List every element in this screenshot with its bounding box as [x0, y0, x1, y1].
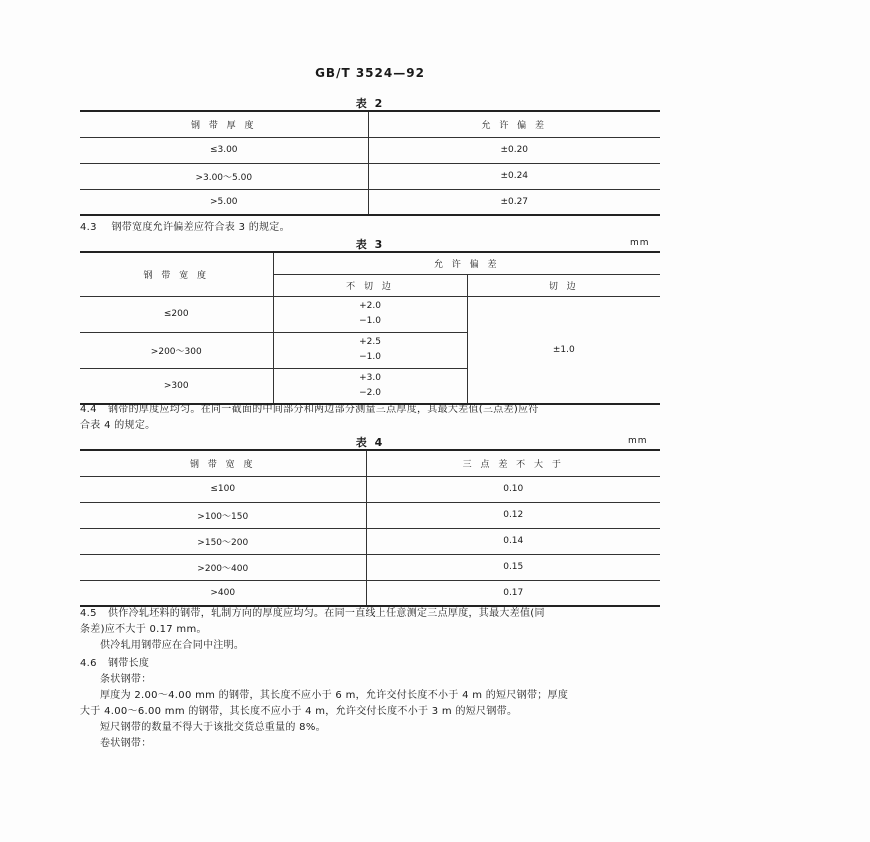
table4-unit: mm	[628, 436, 648, 446]
table2-cell: ≤3.00	[80, 137, 368, 163]
section-4-6	[80, 656, 670, 752]
section-number: 4.5	[80, 608, 97, 619]
section-4-4	[80, 402, 670, 434]
paragraph-line: 厚度为 2.00～4.00 mm 的钢带，其长度不应小于 6 m，允许交付长度不小于 4 m 的短尺钢带；厚度	[100, 690, 569, 701]
standard-number: GB/T 3524—92	[315, 66, 425, 80]
table3-uncut-cell	[273, 296, 467, 332]
table-row	[80, 528, 660, 554]
table4-cell: 0.14	[366, 528, 660, 554]
table-row	[80, 163, 660, 189]
section-title: 钢带长度	[108, 658, 150, 669]
table3	[80, 251, 660, 405]
table3-header-uncut: 不 切 边	[273, 274, 467, 296]
table-row	[80, 502, 660, 528]
tolerance-plus: +3.0	[359, 372, 381, 383]
table-row	[80, 189, 660, 215]
table-row	[80, 580, 660, 606]
table4-caption: 表 4	[355, 436, 385, 449]
table2-cell: >3.00～5.00	[80, 163, 368, 189]
table2	[80, 110, 660, 216]
table2-header-thickness: 钢 带 厚 度	[80, 111, 368, 137]
table2-cell: ±0.27	[368, 189, 660, 215]
section-text: 供作冷轧坯料的钢带，轧制方向的厚度应均匀。在同一直线上任意测定三点厚度，其最大差值(同	[108, 608, 545, 619]
section-4-3	[80, 220, 670, 236]
table4-cell: 0.17	[366, 580, 660, 606]
table3-width-cell: >300	[80, 368, 273, 404]
tolerance-minus: −1.0	[359, 316, 381, 326]
section-number: 4.4	[80, 404, 97, 415]
paragraph-line: 大于 4.00～6.00 mm 的钢带，其长度不应小于 4 m，允许交付长度不小于 3 m 的短尺钢带。	[80, 706, 518, 717]
table3-unit: mm	[630, 238, 650, 248]
table3-header-tolerance: 允 许 偏 差	[273, 252, 660, 274]
table4-cell: >150～200	[80, 528, 366, 554]
paragraph-line: 短尺钢带的数量不得大于该批交货总重量的 8%。	[100, 722, 326, 733]
section-text: 钢带的厚度应均匀。在同一截面的中间部分和两边部分测量三点厚度，其最大差值(三点差)应符	[108, 404, 539, 415]
tolerance-minus: −2.0	[359, 387, 381, 398]
tolerance-plus: +2.0	[359, 301, 381, 311]
table4-header-diff: 三 点 差 不 大 于	[366, 450, 660, 476]
section-text-continued: 条差)应不大于 0.17 mm。	[80, 624, 207, 635]
table2-cell: ±0.24	[368, 163, 660, 189]
table3-header-cut: 切 边	[467, 274, 660, 296]
table3-width-cell: >200～300	[80, 332, 273, 368]
section-note: 供冷轧用钢带应在合同中注明。	[100, 640, 245, 651]
table4-header-width: 钢 带 宽 度	[80, 450, 366, 476]
section-text: 钢带宽度允许偏差应符合表 3 的规定。	[111, 222, 290, 233]
section-4-5	[80, 606, 670, 654]
table-row	[80, 554, 660, 580]
table2-cell: ±0.20	[368, 137, 660, 163]
subsection-strip: 条状钢带：	[100, 674, 152, 685]
table3-uncut-cell	[273, 332, 467, 368]
table4-cell: 0.10	[366, 476, 660, 502]
table2-cell: >5.00	[80, 189, 368, 215]
table2-caption: 表 2	[355, 97, 385, 110]
table3-cut-cell: ±1.0	[467, 296, 660, 404]
table3-caption: 表 3	[355, 238, 385, 251]
table-row	[80, 296, 660, 332]
table4-cell: >400	[80, 580, 366, 606]
table3-uncut-cell	[273, 368, 467, 404]
table4-cell: ≤100	[80, 476, 366, 502]
table4	[80, 449, 660, 607]
table3-width-cell: ≤200	[80, 296, 273, 332]
table4-cell: >100～150	[80, 502, 366, 528]
tolerance-minus: −1.0	[359, 352, 381, 362]
table-row	[80, 476, 660, 502]
table4-cell: 0.15	[366, 554, 660, 580]
table4-cell: >200～400	[80, 554, 366, 580]
table4-cell: 0.12	[366, 502, 660, 528]
table3-header-width: 钢 带 宽 度	[80, 252, 273, 296]
table2-header-tolerance: 允 许 偏 差	[368, 111, 660, 137]
section-text-continued: 合表 4 的规定。	[80, 420, 156, 431]
section-number: 4.3	[80, 222, 97, 233]
table-row	[80, 137, 660, 163]
tolerance-plus: +2.5	[359, 337, 381, 347]
section-number: 4.6	[80, 658, 97, 669]
subsection-coil: 卷状钢带：	[100, 738, 152, 749]
